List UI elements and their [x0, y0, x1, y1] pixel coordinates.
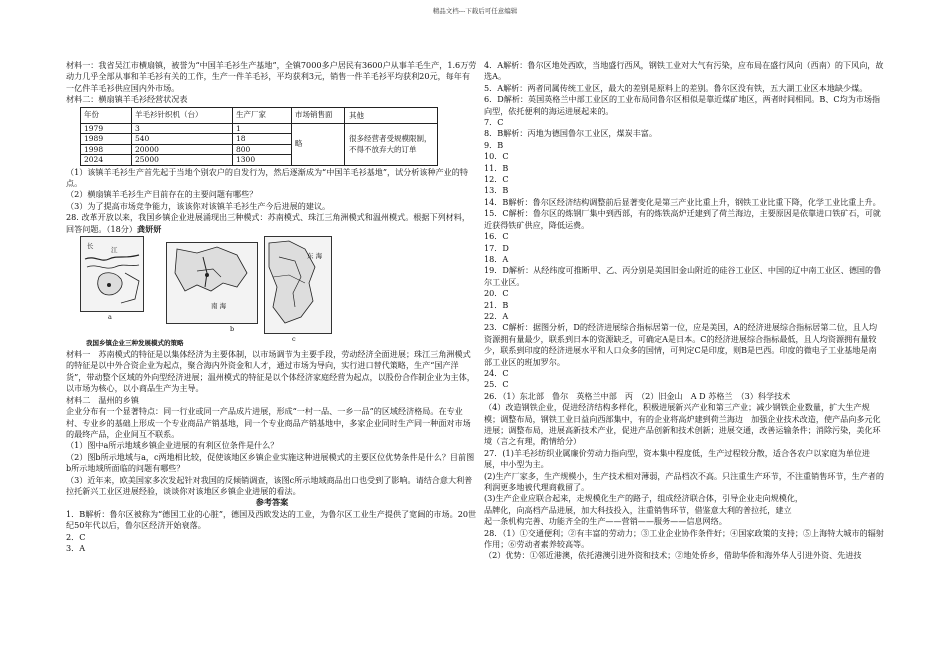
answer-27-part-1: 27．(1)羊毛衫纺织业属廉价劳动力指向型，资本集中程度低，生产过程较分散，适合各农户以家庭为单位进展，中小型为主。 [484, 447, 870, 470]
answer-9: 9．B [484, 139, 504, 150]
right-column [484, 60, 884, 562]
table-cell: 800 [233, 144, 292, 155]
table-cell: 2024 [81, 155, 132, 166]
answer-18: 18．A [484, 253, 509, 264]
answer-27-part-3-end: 起一条机构完善、功能齐全的生产——营销——服务——信息网络。 [484, 516, 727, 527]
answers-title: 参考答案 [255, 497, 289, 508]
answer-7: 7．C [484, 117, 504, 128]
table-cell: 1979 [81, 123, 132, 134]
question-2: （2）横扇镇羊毛衫生产目前存在的主要问题有哪些？ [66, 189, 258, 200]
answer-13: 13．B [484, 185, 509, 196]
table-header-cell: 年份 [81, 107, 132, 123]
material-two-text: 企业分布有一个显著特点：同一行业或同一产品成片进展，形成“一村一品、一乡一品”的区域经济格局。在专业村、专业乡的基础上形成一个专业商品产销基地，同一个专业商品产销基地中，多家企业同时生产同一种面对市场的最终产品，企业间互不联系。 [66, 406, 471, 439]
answer-10: 10．C [484, 151, 509, 162]
brand-mark: 龚妍妍 [137, 223, 162, 234]
answer-23: 23．C解析：据图分析，D的经济进展综合指标居第一位，应是美国，A的经济进展综合指标居第二位，且人均资源拥有量最少，联系到日本的资源缺乏，可确定A是日本。C的经济进展综合指标最低，且人均资源拥有量较少，联系到印度的经济进展水平和人口众多的国情，可判定C是印度，则B是巴西。印度的微电子工业基地是南部工业区的班加罗尔。 [484, 322, 878, 367]
answer-14: 14．B解析：鲁尔区经济结构调整前后显著变化是第三产业比重上升，钢铁工业比重下降，化学工业比重上升。 [484, 196, 881, 207]
question-28-text: 28. 改革开放以来，我国乡镇企业进展涌现出三种模式：苏南模式、珠江三角洲模式和温州模式。根据下列材料，回答问题。（18分） [66, 212, 470, 234]
material-two-heading: 材料二 温州的乡镇 [66, 394, 139, 405]
answer-15: 15．C解析：鲁尔区的炼钢厂集中到西部，有的炼铁高炉迁建到了荷兰海边，主要原因是依靠进口铁矿石，可就近获得铁矿供应，降低运费。 [484, 208, 881, 230]
table-cell: 25000 [132, 155, 233, 166]
answer-27-part-2: (2)生产厂家多，生产规模小，生产技术相对薄弱，产品档次不高。只注重生产环节，不注重销售环节，生产者的利润更多地被代理商截留了。 [484, 470, 884, 493]
table-header-cell: 市场销售面 [292, 107, 345, 123]
table-cell: 20000 [132, 144, 233, 155]
map-a-caption: a [108, 313, 112, 322]
table-cell: 1 [233, 123, 292, 134]
answer-26: 26．（1）东北部 鲁尔 英格兰中部 丙 （2）旧金山 A D 苏格兰 （3）科学技术 [484, 390, 791, 401]
map-b [166, 242, 258, 324]
answer-28-part-2: （2）优势：①邻近港澳，依托港澳引进外资和技术；②地处侨乡，借助华侨和海外华人引进外资、先进技 [484, 550, 862, 561]
answer-27-part-3: (3)生产企业应联合起来，走规模化生产的路子，组成经济联合体，引导企业走向规模化， [484, 493, 804, 504]
table-cell-market: 略 [292, 123, 345, 165]
answer-8: 8．B解析：丙地为德国鲁尔工业区，煤炭丰富。 [484, 128, 657, 139]
operations-table [80, 107, 438, 166]
answer-28-part-1: 28．（1）①交通便利；②有丰富的劳动力；③工业企业协作条件好；④国家政策的支持；⑤上海特大城市的辐射作用；⑥劳动者素养较高等。 [484, 527, 884, 550]
table-cell: 1989 [81, 134, 132, 145]
answer-3: 3．A [66, 542, 86, 553]
material-two-title: 材料二：横扇镇羊毛衫经营状况表 [66, 94, 188, 105]
model-maps-figure [80, 236, 330, 348]
map-a [80, 236, 144, 312]
map-c-caption: c [292, 335, 296, 344]
question-1: （1）该镇羊毛衫生产首先起于当地个别农户的自发行为，然后逐渐成为“中国羊毛衫基地”，试分析该种产业的特点。 [66, 166, 468, 189]
sub-question-3: （3）近年来，欧美国家多次发起针对我国的反倾销调查，该图c所示地域商品出口也受到了影响。请结合意大利普拉托新兴工业区进展经验，谈谈你对该地区乡镇企业进展的看法。 [66, 474, 473, 496]
sub-question-1: （1）图中a所示地域乡镇企业进展的有利区位条件是什么？ [66, 440, 279, 451]
answer-2: 2．C [66, 531, 86, 542]
answer-17: 17．D [484, 242, 509, 253]
table-cell: 540 [132, 134, 233, 145]
answer-20: 20．C [484, 288, 509, 299]
table-header-cell: 羊毛衫针织机（台） [132, 107, 233, 123]
table-cell: 18 [233, 134, 292, 145]
answer-24: 24．C [484, 367, 509, 378]
material-one-intro: 材料一：我省吴江市横扇镇，被誉为“中国羊毛衫生产基地”，全镇7000多户居民有3600户从事羊毛生产，1.6万劳动力几乎全部从事和羊毛衫有关的工作，生产一件羊毛衫，平均获利3元，销售一件羊毛衫平均获利20元，每年有一亿件羊毛衫供应国内外市场。 [66, 60, 477, 93]
answer-6: 6．D解析：英国英格兰中部工业区的工业布局同鲁尔区相似是靠近煤矿地区，两者时间相同。B、C均为市场指向型，依托便利的海运进展起来的。 [484, 94, 881, 116]
table-header-row [81, 107, 438, 123]
table-cell: 1300 [233, 155, 292, 166]
answer-5: 5．A解析：两者同属传统工业区，最大的差别是原料上的差别。鲁尔区没有铁，五大湖工业区本地缺少煤。 [484, 82, 868, 93]
map-b-sea-label: 南 海 [211, 302, 227, 311]
answer-25: 25．C [484, 379, 509, 390]
answer-16: 16．C [484, 231, 509, 242]
answer-19: 19．D解析：从经纬度可推断甲、乙、丙分别是美国旧金山附近的硅谷工业区、中国的辽中南工业区、德国的鲁尔工业区。 [484, 265, 882, 287]
table-header-cell: 其他 [345, 107, 438, 123]
answer-12: 12．C [484, 174, 509, 185]
material-one-text: 材料一 苏南模式的特征是以集体经济为主要体制，以市场调节为主要手段，劳动经济全面进展；珠江三角洲模式的特征是以中外合资企业为起点，聚合海内外资金和人才，通过市场为导向，实行进口替代策略，生产“国产洋货”，带动整个区域的外向型经济进展；温州模式的特征是以个体经济家庭经营为起点，以股份合作制企业为主体，以市场为核心，以小商品生产为主导。 [66, 349, 475, 394]
answer-27-part-3-cont: 品牌化，向高档产品进展，加大科技投入，注重销售环节，借鉴意大利的普拉托，建立 [484, 504, 792, 515]
question-3: （3）为了提高市场竞争能力，该该你对该镇羊毛衫生产今后进展的建议。 [66, 200, 331, 211]
answer-22: 22．A [484, 310, 509, 321]
answer-26-part-4: （4）改造钢铁企业，促进经济结构多样化，积极进展新兴产业和第三产业；减少钢铁企业数量，扩大生产规模；调整布局，钢铁工业日益向西部集中，有的企业将高炉建到荷兰海边 加强企业技术改造，使产品向多元化进展；调整布局，进展高新技术产业，促进产品创新和技术创新；进展交通，改善运输条件；消除污染，美化环境（言之有理，酌情给分） [484, 402, 881, 447]
sub-question-2: （2）图b所示地域与a，c两地相比较，促使该地区乡镇企业实施这种进展模式的主要区位优势条件是什么？目前图b所示地域所面临的问题有哪些？ [66, 451, 475, 474]
answer-11: 11．B [484, 162, 509, 173]
answer-1: 1．B解析：鲁尔区被称为“德国工业的心脏”，德国及西欧发达的工业，为鲁尔区工业生产提供了宽阔的市场。20世纪50年代以后，鲁尔区经济开始衰落。 [66, 508, 477, 531]
answer-21: 21．B [484, 299, 509, 310]
answer-4: 4．A解析：鲁尔区地处西欧，当地盛行西风，钢铁工业对大气有污染，应布局在盛行风向（西南）的下风向，故选A。 [484, 60, 884, 82]
table-cell: 1998 [81, 144, 132, 155]
map-c-sea-label: 东 海 [307, 252, 323, 261]
map-a-label-top: 长 [87, 242, 94, 251]
table-row [81, 123, 438, 134]
map-c [264, 236, 332, 334]
table-cell-other: 很多经营者受规模限制，不得不放弃大的订单 [345, 123, 438, 165]
question-28 [66, 212, 478, 235]
table-cell: 3 [132, 123, 233, 134]
left-column [66, 60, 478, 554]
map-a-label-right: 江 [111, 246, 118, 255]
maps-title: 我国乡镇企业三种发展模式的策略 [86, 339, 184, 348]
map-b-caption: b [230, 325, 235, 334]
table-header-cell: 生产厂家 [233, 107, 292, 123]
page-header: 精品文档---下载后可任意编辑 [432, 7, 518, 15]
